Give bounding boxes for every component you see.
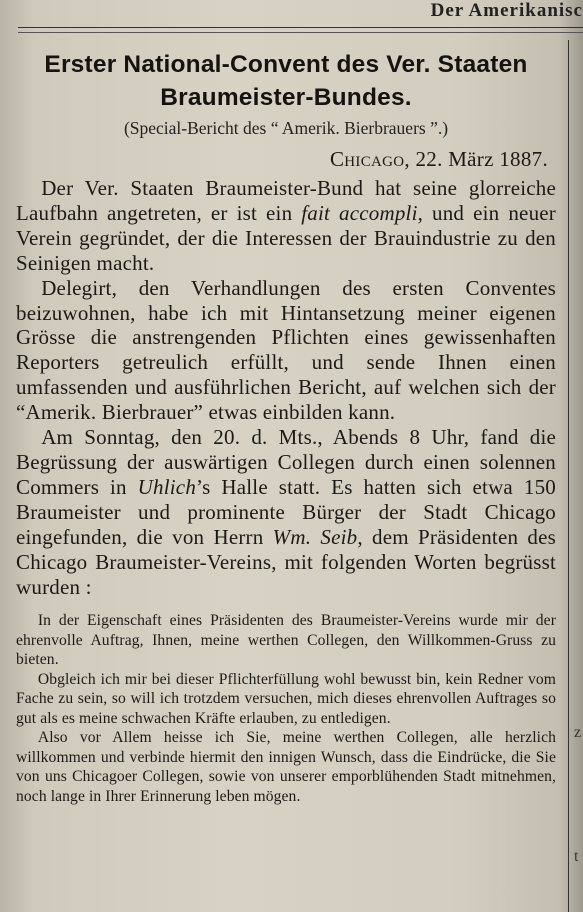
header-rule-top xyxy=(18,27,583,28)
italic-phrase: fait accompli xyxy=(301,200,418,225)
article-title: Erster National-Convent des Ver. Staaten Braumeister-Bundes. xyxy=(44,51,528,111)
margin-mark: z xyxy=(574,724,582,741)
paragraph-1 xyxy=(16,176,556,276)
article-column xyxy=(16,40,556,806)
margin-mark: t xyxy=(574,848,579,865)
dateline-date: , 22. März 1887. xyxy=(404,147,548,171)
column-divider xyxy=(568,40,569,912)
speech-quote xyxy=(16,611,556,806)
running-head: Der Amerikanisc xyxy=(430,0,583,21)
header-rule-bottom xyxy=(18,32,583,33)
quote-paragraph-3: Also vor Allem heisse ich Sie, meine werthen Collegen, alle herzlich willkommen und verbinde hiermit den innigen Wunsch, dass die Eindrücke, die Sie von uns Chicagoer Collegen, sowie von unserer emporblühenden Stadt mitnehmen, noch lange in Ihrer Erinnerung leben mögen. xyxy=(16,729,556,805)
paragraph-2: Delegirt, den Verhandlungen des ersten Conventes beizuwohnen, habe ich mit Hintansetzung meiner eigenen Grösse die anstrengenden Pflichten eines gewissenhaften Reporters getreulich erfüllt, und sende Ihnen einen umfassenden und ausführlichen Bericht, auf welchen sich der “Amerik. Bierbrauer” etwas einbilden kann. xyxy=(16,275,556,425)
article-subtitle: (Special-Bericht des “ Amerik. Bierbrauers ”.) xyxy=(123,118,449,138)
dateline-city: Chicago xyxy=(329,147,405,171)
text-run: ’s Halle statt. Es hatten sich etwa 150 Braumeister und prominente Bürger der Stadt Chicago eingefunden, die von Herrn xyxy=(16,474,556,549)
text-run: Der Ver. Staaten Braumeister-Bund hat seine glorreiche Laufbahn angetreten, er ist ein xyxy=(16,176,556,225)
italic-name: Uhlich xyxy=(137,474,197,499)
text-run: , und ein neuer Verein gegründet, der die Interessen der Brauindustrie zu den Seinigen macht. xyxy=(16,200,556,275)
paragraph-3 xyxy=(16,425,556,599)
italic-name: Wm. Seib xyxy=(272,524,358,549)
text-run: Am Sonntag, den 20. d. Mts., Abends 8 Uhr, fand die Begrüssung der auswärtigen Collegen durch einen solennen Commers in xyxy=(16,425,556,499)
quote-paragraph-2: Obgleich ich mir bei dieser Pflichterfüllung wohl bewusst bin, kein Redner vom Fache zu sein, so will ich trotzdem versuchen, mich dieses ehrenvollen Auftrages so gut als es meine schwachen Kräfte erlauben, zu entledigen. xyxy=(16,670,556,727)
quote-paragraph-1: In der Eigenschaft eines Präsidenten des Braumeister-Vereins wurde mir der ehrenvolle Auftrag, Ihnen, meine werthen Collegen, den Willkommen-Gruss zu bieten. xyxy=(16,612,556,669)
dateline xyxy=(16,147,548,172)
article-body xyxy=(16,176,556,599)
text-run: , dem Präsidenten des Chicago Braumeister-Vereins, mit folgenden Worten begrüsst wurden : xyxy=(16,524,556,599)
